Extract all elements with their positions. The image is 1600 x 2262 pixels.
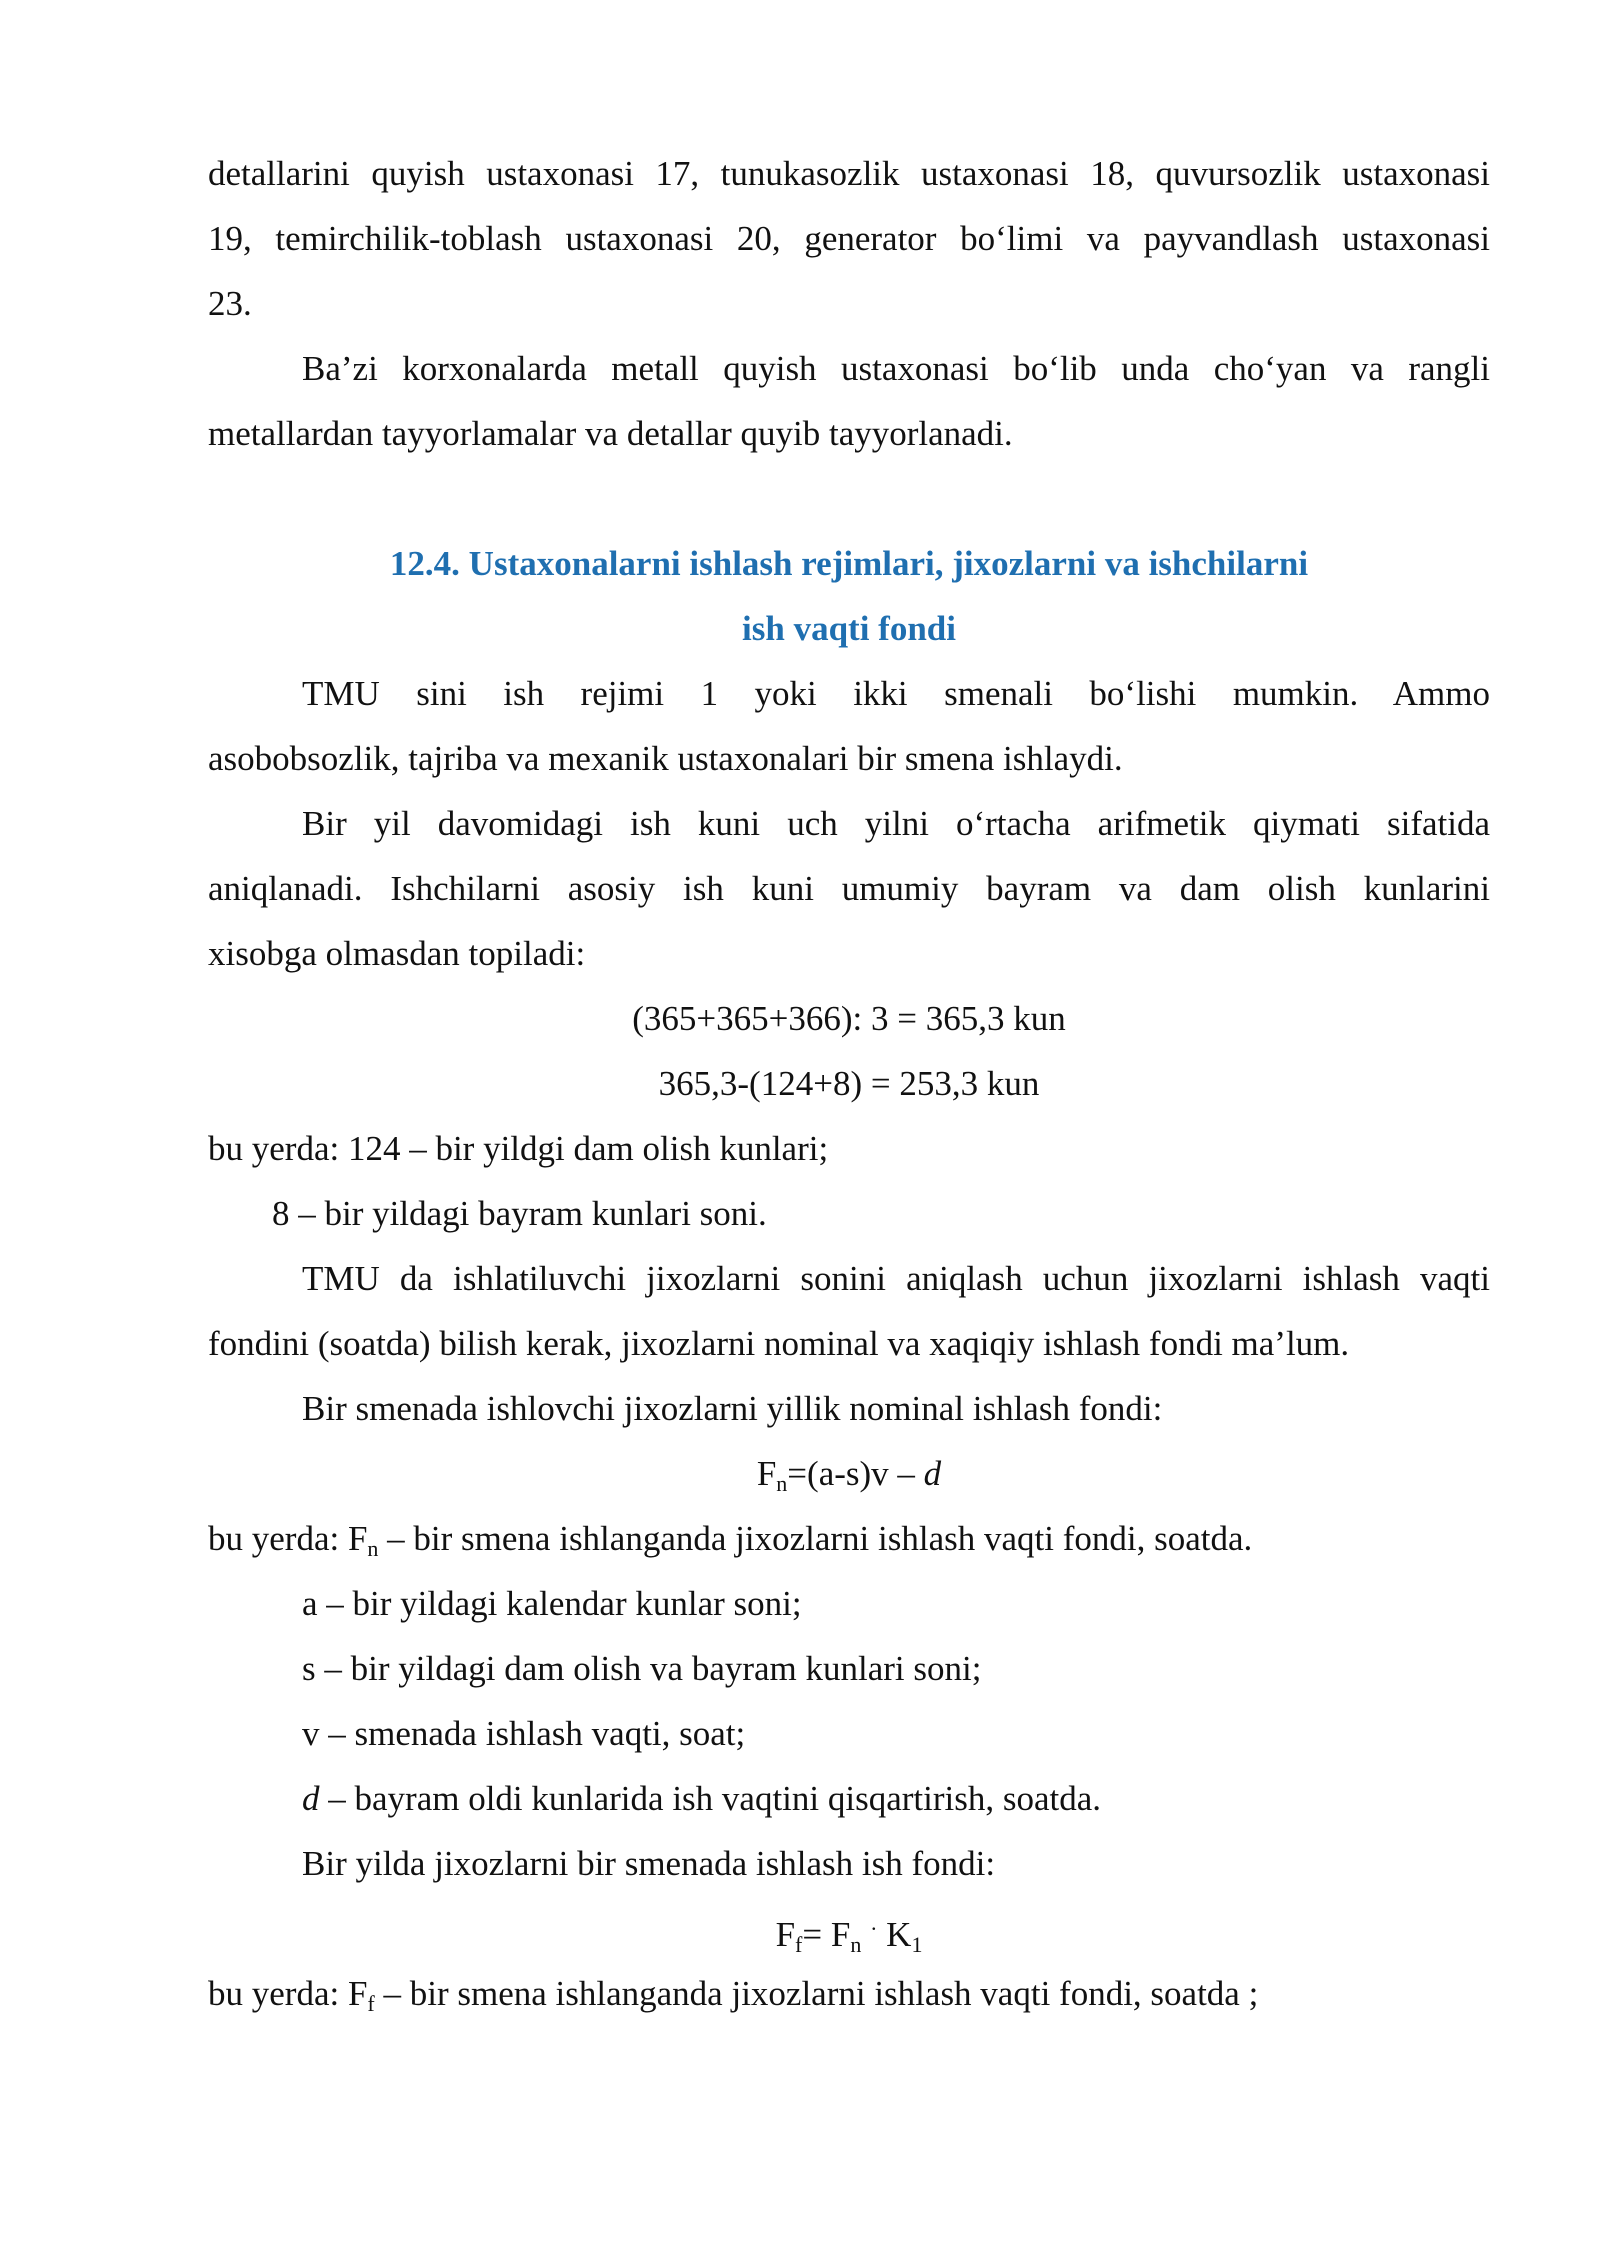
definition-line: a – bir yildagi kalendar kunlar soni; — [302, 1584, 802, 1623]
paragraph-line: detallarini quyish ustaxonasi 17, tunukasozlik ustaxonasi 18, quvursozlik ustaxonasi — [208, 154, 1490, 193]
definition-line: s – bir yildagi dam olish va bayram kunlari soni; — [302, 1649, 982, 1688]
paragraph-line: 19, temirchilik-toblash ustaxonasi 20, generator bo‘limi va payvandlash ustaxonasi — [208, 219, 1490, 258]
paragraph-line: aniqlanadi. Ishchilarni asosiy ish kuni umumiy bayram va dam olish kunlarini — [208, 869, 1490, 908]
section-heading: 12.4. Ustaxonalarni ishlash rejimlari, jixozlarni va ishchilarni — [389, 544, 1309, 583]
paragraph-line: xisobga olmasdan topiladi: — [208, 934, 586, 973]
definition-line: 8 – bir yildagi bayram kunlari soni. — [272, 1194, 767, 1233]
definition-line: bu yerda: $F_f$ – bir smena ishlanganda jixozlarni ishlash vaqti fondi, soatda ; — [208, 1974, 1259, 2016]
definition-line: v – smenada ishlash vaqti, soat; — [302, 1714, 746, 1753]
paragraph-line: Ba’zi korxonalarda metall quyish ustaxonasi bo‘lib unda cho‘yan va rangli — [302, 349, 1490, 388]
paragraph-line: metallardan tayyorlamalar va detallar quyib tayyorlanadi. — [208, 414, 1013, 453]
paragraph-line: Bir yil davomidagi ish kuni uch yilni o‘rtacha arifmetik qiymati sifatida — [302, 804, 1490, 843]
formula-actual-fund: $F_f= F_n$ · $K_1$ — [775, 1915, 923, 1957]
formula: (365+365+366): 3 = 365,3 kun — [632, 999, 1066, 1038]
section-heading: ish vaqti fondi — [742, 609, 956, 648]
paragraph-line: fondini (soatda) bilish kerak, jixozlarni nominal va xaqiqiy ishlash fondi ma’lum. — [208, 1324, 1350, 1363]
formula: 365,3-(124+8) = 253,3 kun — [658, 1064, 1040, 1103]
paragraph-line: TMU sini ish rejimi 1 yoki ikki smenali bo‘lishi mumkin. Ammo — [302, 674, 1490, 713]
definition-line: bu yerda: 124 – bir yildgi dam olish kunlari; — [208, 1129, 829, 1168]
paragraph-line: asobobsozlik, tajriba va mexanik ustaxonalari bir smena ishlaydi. — [208, 739, 1123, 778]
paragraph-line: 23. — [208, 284, 252, 323]
formula-nominal-fund: $F_n=(a-s)v - d$ — [756, 1454, 942, 1496]
paragraph-line: Bir yilda jixozlarni bir smenada ishlash ish fondi: — [302, 1844, 996, 1883]
definition-line: d – bayram oldi kunlarida ish vaqtini qisqartirish, soatda. — [302, 1779, 1102, 1818]
paragraph-line: Bir smenada ishlovchi jixozlarni yillik nominal ishlash fondi: — [302, 1389, 1163, 1428]
paragraph-line: TMU da ishlatiluvchi jixozlarni sonini aniqlash uchun jixozlarni ishlash vaqti — [302, 1259, 1490, 1298]
definition-line: bu yerda: $F_n$ – bir smena ishlanganda jixozlarni ishlash vaqti fondi, soatda. — [208, 1519, 1253, 1561]
